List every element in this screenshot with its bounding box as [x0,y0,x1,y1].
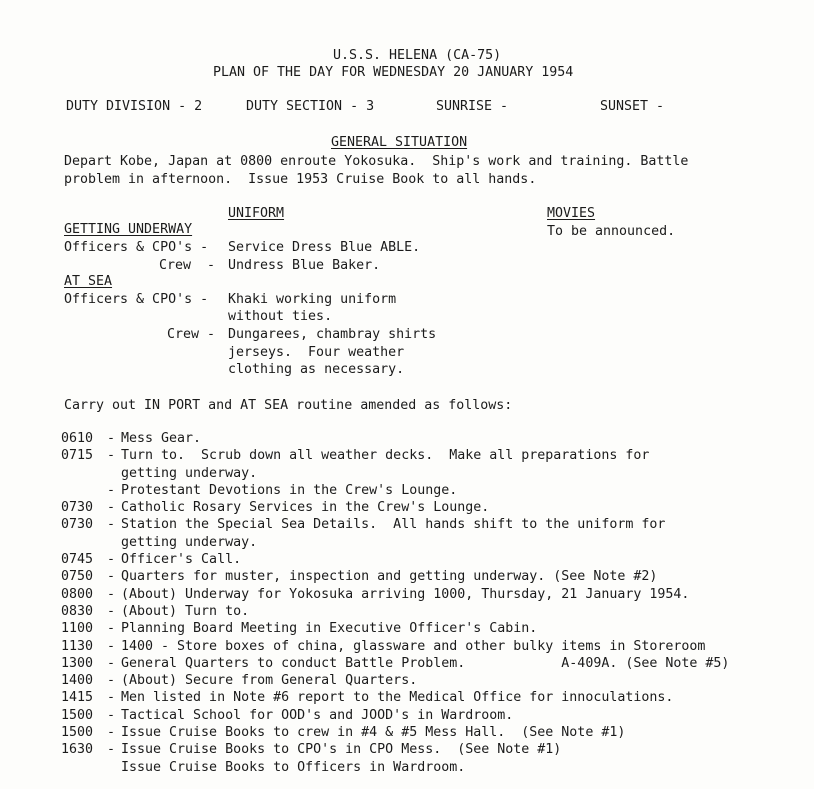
schedule-text: 1400 - Store boxes of china, glassware and other bulky items in Storeroom [121,638,706,654]
as-officers-label: Officers & CPO's - [64,292,209,307]
as-crew-value: Dungarees, chambray shirts [228,327,437,342]
schedule-row [61,499,729,516]
schedule-row [61,689,729,706]
schedule-text: (About) Secure from General Quarters. [121,673,418,689]
movies-value: To be announced. [547,224,676,239]
document-title: PLAN OF THE DAY FOR WEDNESDAY 20 JANUARY 1954 [213,65,574,80]
schedule-text: Men listed in Note #6 report to the Medical Office for innoculations. [121,690,674,706]
schedule-text-continued: Issue Cruise Books to Officers in Wardroom. [121,759,466,775]
schedule-text-continued: getting underway. [121,534,258,550]
schedule-row [61,655,729,672]
sunset: SUNSET - [600,99,665,114]
schedule-text: Officer's Call. [121,552,242,568]
schedule-row [61,482,729,499]
schedule-dash: - [107,655,116,671]
routine-intro: Carry out IN PORT and AT SEA routine amended as follows: [64,398,513,413]
schedule-text: (About) Underway for Yokosuka arriving 1000, Thursday, 21 January 1954. [121,586,690,602]
schedule-time: 1300 [61,655,94,671]
schedule-time: 0730 [61,517,94,533]
as-crew-value: clothing as necessary. [228,362,405,377]
schedule-row [61,447,729,464]
as-crew-label: Crew - [167,327,216,342]
schedule-time: 0715 [61,448,94,464]
schedule-text: Catholic Rosary Services in the Crew's Lounge. [121,500,490,516]
duty-division: DUTY DIVISION - 2 [66,99,203,114]
general-situation-line: Depart Kobe, Japan at 0800 enroute Yokosuka. Ship's work and training. Battle [64,154,689,169]
gu-officers-label: Officers & CPO's - [64,240,209,255]
schedule-time: 0750 [61,569,94,585]
schedule-list [61,430,729,776]
schedule-time: 1100 [61,621,94,637]
schedule-time: 1130 [61,638,94,654]
schedule-row [61,551,729,568]
schedule-row [61,638,729,655]
schedule-text: Station the Special Sea Details. All hands shift to the uniform for [121,517,666,533]
schedule-text: Quarters for muster, inspection and getting underway. (See Note #2) [121,569,658,585]
schedule-time: 0745 [61,552,94,568]
schedule-text: Tactical School for OOD's and JOOD's in Wardroom. [121,707,514,723]
schedule-time: 1500 [61,707,94,723]
schedule-text: Protestant Devotions in the Crew's Lounge. [121,482,458,498]
schedule-dash: - [107,500,116,516]
schedule-time: 1630 [61,742,94,758]
schedule-time: 0610 [61,431,94,446]
schedule-text: Issue Cruise Books to CPO's in CPO Mess. (See Note #1) [121,742,562,758]
schedule-row [61,724,729,741]
gu-officers-value: Service Dress Blue ABLE. [228,240,421,255]
schedule-dash: - [107,586,116,602]
gu-crew-value: Undress Blue Baker. [228,258,381,273]
schedule-dash: - [107,742,116,758]
schedule-time: 1400 [61,673,94,689]
schedule-text: Mess Gear. [121,431,202,446]
schedule-row [61,516,729,533]
as-crew-value: jerseys. Four weather [228,345,405,360]
schedule-row [61,568,729,585]
schedule-time: 1500 [61,725,94,741]
schedule-dash: - [107,707,116,723]
schedule-row [61,672,729,689]
schedule-time: 0830 [61,603,94,619]
schedule-dash: - [107,621,116,637]
general-situation-heading: GENERAL SITUATION [331,135,468,150]
movies-heading: MOVIES [547,206,596,221]
getting-underway-heading: GETTING UNDERWAY [64,222,193,237]
schedule-dash: - [107,603,116,619]
at-sea-heading: AT SEA [64,274,113,289]
schedule-dash: - [107,725,116,741]
schedule-dash: - [107,482,116,498]
schedule-dash: - [107,448,116,464]
schedule-time: 0800 [61,586,94,602]
schedule-text: General Quarters to conduct Battle Problem. A-409A. (See Note #5) [121,655,730,671]
schedule-dash: - [107,431,116,446]
schedule-dash: - [107,569,116,585]
schedule-text: Issue Cruise Books to crew in #4 & #5 Mess Hall. (See Note #1) [121,725,626,741]
schedule-row [61,620,729,637]
schedule-row [61,707,729,724]
as-officers-value: without ties. [228,309,333,324]
schedule-row [61,603,729,620]
schedule-text: Turn to. Scrub down all weather decks. Make all preparations for [121,448,650,464]
schedule-time: 1415 [61,690,94,706]
duty-section: DUTY SECTION - 3 [246,99,375,114]
schedule-dash: - [107,517,116,533]
schedule-time [61,482,107,499]
schedule-text: (About) Turn to. [121,603,250,619]
schedule-dash: - [107,690,116,706]
gu-crew-label: Crew - [159,258,216,273]
sunrise: SUNRISE - [436,99,509,114]
schedule-time: 0730 [61,500,94,516]
general-situation-line: problem in afternoon. Issue 1953 Cruise Book to all hands. [64,172,537,187]
uniform-heading: UNIFORM [228,206,285,221]
schedule-dash: - [107,552,116,568]
schedule-dash: - [107,638,116,654]
schedule-text: Planning Board Meeting in Executive Officer's Cabin. [121,621,538,637]
ship-name: U.S.S. HELENA (CA-75) [333,48,502,63]
schedule-text-continued: getting underway. [121,465,258,481]
schedule-dash: - [107,673,116,689]
as-officers-value: Khaki working uniform [228,292,397,307]
schedule-row [61,741,729,758]
schedule-row [61,586,729,603]
schedule-row [61,430,729,447]
